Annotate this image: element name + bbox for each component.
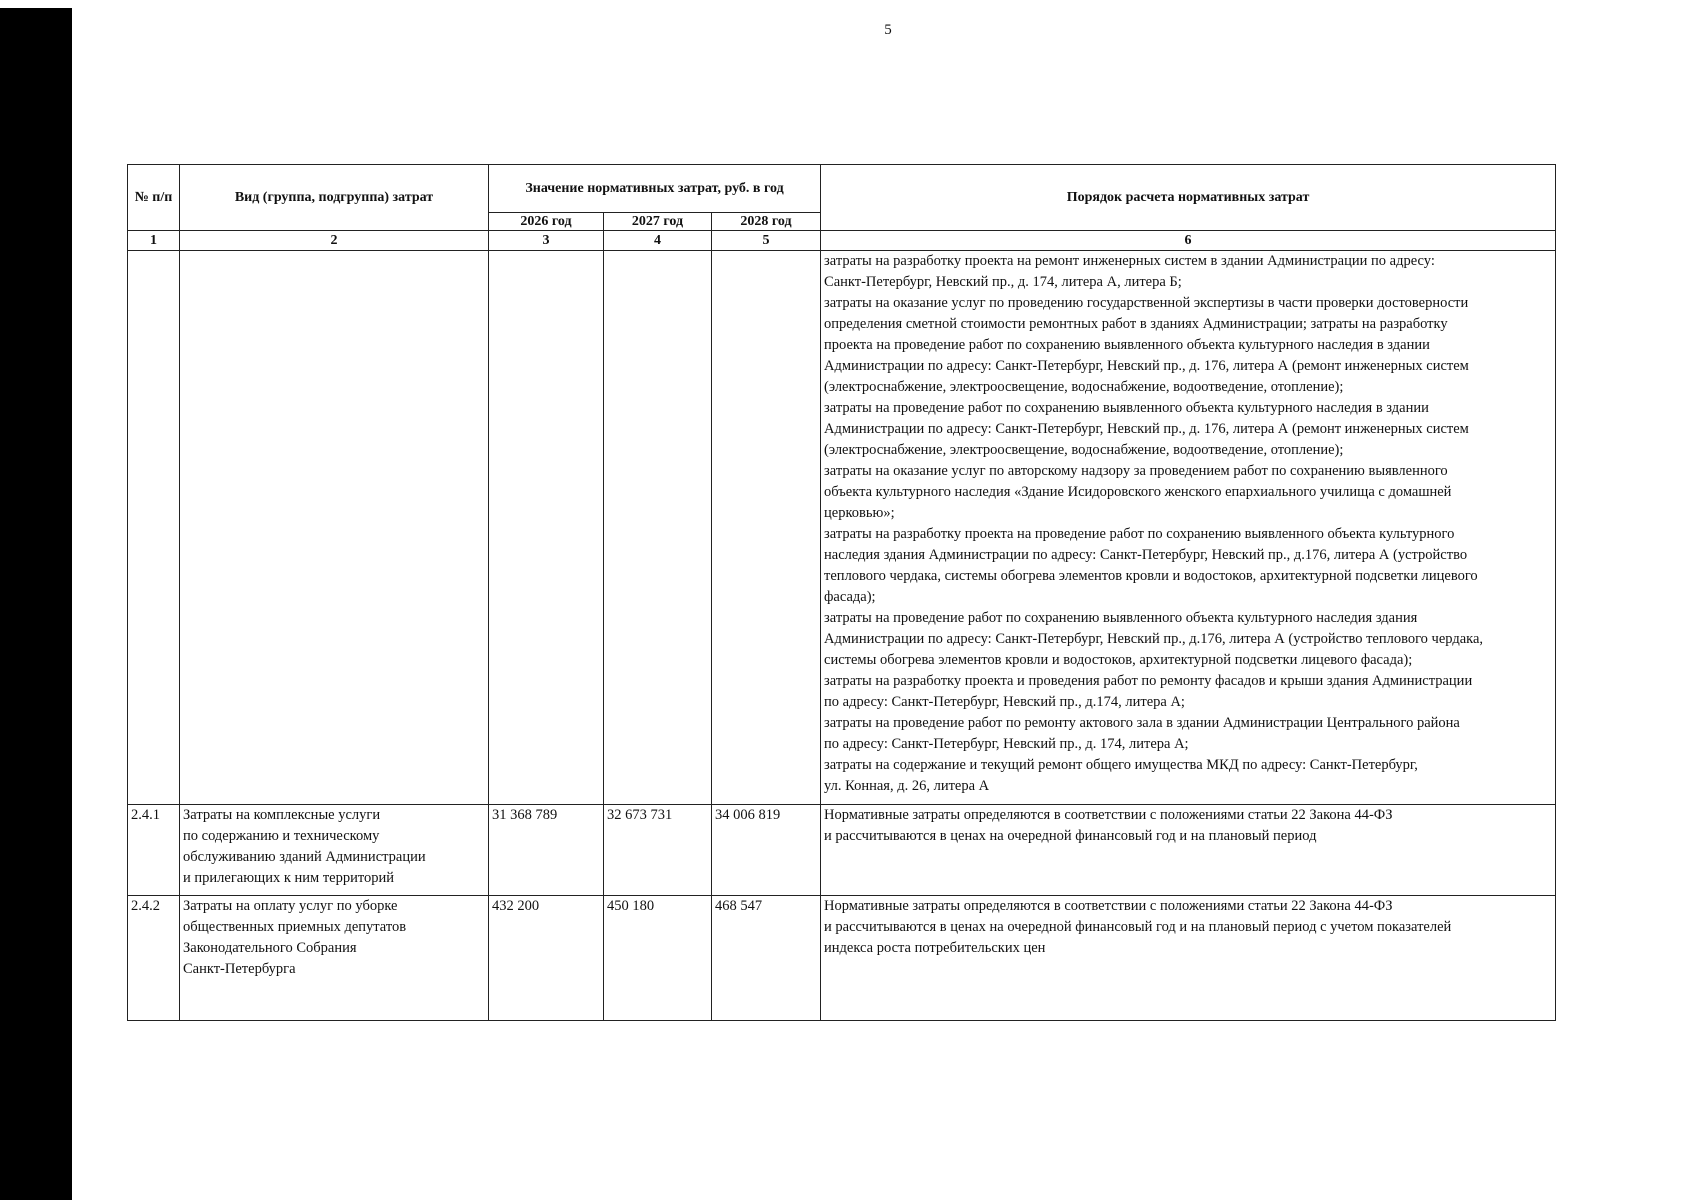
calc-line: фасада); (824, 589, 876, 605)
calc-line: церковью»; (824, 505, 895, 521)
calc-line: (электроснабжение, электроосвещение, водоснабжение, водоотведение, отопление); (824, 442, 1344, 458)
calc-line: и рассчитываются в ценах на очередной финансовый год и на плановый период с учетом показателей (824, 919, 1452, 935)
header-row (128, 165, 1556, 213)
cell-cost-type (180, 805, 489, 896)
calc-line: затраты на оказание услуг по проведению государственной экспертизы в части проверки достоверности (824, 295, 1469, 311)
cost-type-line: Затраты на оплату услуг по уборке (183, 898, 398, 914)
calc-line: проекта на проведение работ по сохранению выявленного объекта культурного наследия в здании (824, 337, 1430, 353)
column-number: 6 (821, 231, 1556, 251)
header-values-group: Значение нормативных затрат, руб. в год (489, 165, 821, 213)
header-cost-type: Вид (группа, подгруппа) затрат (180, 165, 489, 231)
cost-type-line: по содержанию и техническому (183, 828, 380, 844)
calc-line: затраты на проведение работ по сохранению выявленного объекта культурного наследия в здании (824, 400, 1429, 416)
calc-line: системы обогрева элементов кровли и водостоков, архитектурной подсветки лицевого фасада); (824, 652, 1413, 668)
cell-value-2027 (604, 251, 712, 805)
calc-line: затраты на разработку проекта и проведения работ по ремонту фасадов и крыши здания Администрации (824, 673, 1473, 689)
calc-line: Администрации по адресу: Санкт-Петербург, Невский пр., д. 176, литера А (ремонт инженерных систем (824, 421, 1469, 437)
cost-type-line: Затраты на комплексные услуги (183, 807, 381, 823)
cell-cost-type (180, 251, 489, 805)
calc-line: Санкт-Петербург, Невский пр., д. 174, литера А, литера Б; (824, 274, 1182, 290)
column-number: 5 (712, 231, 821, 251)
cell-value-2026: 31 368 789 (489, 805, 604, 896)
cell-calc-order (821, 896, 1556, 1021)
calc-line: Администрации по адресу: Санкт-Петербург, Невский пр., д.176, литера А (устройство теплового чердака, (824, 631, 1484, 647)
calc-line: затраты на проведение работ по сохранению выявленного объекта культурного наследия здания (824, 610, 1418, 626)
calc-line: и рассчитываются в ценах на очередной финансовый год и на плановый период (824, 828, 1317, 844)
header-calc-order: Порядок расчета нормативных затрат (821, 165, 1556, 231)
cost-type-line: общественных приемных депутатов (183, 919, 407, 935)
cost-type-line: Санкт-Петербурга (183, 961, 296, 977)
calc-line: теплового чердака, системы обогрева элементов кровли и водостоков, архитектурной подсветки лицевого (824, 568, 1478, 584)
cost-type-line: Законодательного Собрания (183, 940, 357, 956)
cell-value-2027: 450 180 (604, 896, 712, 1021)
calc-line: по адресу: Санкт-Петербург, Невский пр., д. 174, литера А; (824, 736, 1189, 752)
calc-line: Нормативные затраты определяются в соответствии с положениями статьи 22 Закона 44-ФЗ (824, 807, 1393, 823)
calc-line: Администрации по адресу: Санкт-Петербург, Невский пр., д. 176, литера А (ремонт инженерных систем (824, 358, 1469, 374)
column-number: 4 (604, 231, 712, 251)
column-number: 1 (128, 231, 180, 251)
cell-calc-order (821, 805, 1556, 896)
calc-line: затраты на разработку проекта на проведение работ по сохранению выявленного объекта культурного (824, 526, 1455, 542)
calc-line: (электроснабжение, электроосвещение, водоснабжение, водоотведение, отопление); (824, 379, 1344, 395)
table-row-continued (128, 251, 1556, 805)
cell-value-2026: 432 200 (489, 896, 604, 1021)
table-row-2-4-2 (128, 896, 1556, 1021)
cell-value-2027: 32 673 731 (604, 805, 712, 896)
cell-value-2028: 468 547 (712, 896, 821, 1021)
calc-line: затраты на оказание услуг по авторскому надзору за проведением работ по сохранению выявленного (824, 463, 1448, 479)
cell-value-2026 (489, 251, 604, 805)
cell-num (128, 251, 180, 805)
column-number: 3 (489, 231, 604, 251)
column-number: 2 (180, 231, 489, 251)
cell-value-2028 (712, 251, 821, 805)
column-numbers-row (128, 231, 1556, 251)
scan-black-edge (0, 8, 72, 1200)
header-year-2028: 2028 год (712, 213, 821, 231)
page-number: 5 (884, 22, 892, 38)
calc-line: определения сметной стоимости ремонтных работ в зданиях Администрации; затраты на разработку (824, 316, 1448, 332)
calc-line: Нормативные затраты определяются в соответствии с положениями статьи 22 Закона 44-ФЗ (824, 898, 1393, 914)
cell-num: 2.4.2 (128, 896, 180, 1021)
cell-num: 2.4.1 (128, 805, 180, 896)
calc-line: затраты на содержание и текущий ремонт общего имущества МКД по адресу: Санкт-Петербург, (824, 757, 1418, 773)
header-year-2026: 2026 год (489, 213, 604, 231)
header-num: № п/п (128, 165, 180, 231)
cell-cost-type (180, 896, 489, 1021)
calc-line: по адресу: Санкт-Петербург, Невский пр., д.174, литера А; (824, 694, 1185, 710)
calc-line: наследия здания Администрации по адресу: Санкт-Петербург, Невский пр., д.176, литера А (устройство (824, 547, 1468, 563)
cell-calc-order (821, 251, 1556, 805)
calc-line: ул. Конная, д. 26, литера А (824, 778, 990, 794)
calc-line: затраты на разработку проекта на ремонт инженерных систем в здании Администрации по адресу: (824, 253, 1435, 269)
table-row-2-4-1 (128, 805, 1556, 896)
calc-line: объекта культурного наследия «Здание Исидоровского женского епархиального училища с домашней (824, 484, 1452, 500)
calc-line: затраты на проведение работ по ремонту актового зала в здании Администрации Центрального района (824, 715, 1460, 731)
header-year-2027: 2027 год (604, 213, 712, 231)
cell-value-2028: 34 006 819 (712, 805, 821, 896)
cost-norms-table (127, 164, 1556, 1021)
cost-type-line: обслуживанию зданий Администрации (183, 849, 426, 865)
calc-line: индекса роста потребительских цен (824, 940, 1046, 956)
cost-type-line: и прилегающих к ним территорий (183, 870, 395, 886)
